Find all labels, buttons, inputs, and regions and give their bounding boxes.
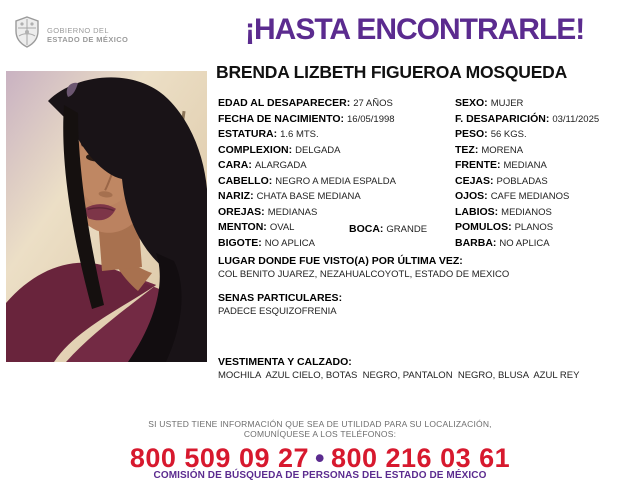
- detail-label: LABIOS:: [455, 205, 499, 218]
- section-value: PADECE ESQUIZOFRENIA: [218, 306, 337, 317]
- detail-row: [455, 187, 635, 203]
- detail-row: [455, 218, 635, 234]
- section-label: LUGAR DONDE FUE VISTO(A) POR ÚLTIMA VEZ:: [218, 255, 463, 267]
- section-particular-signs: [218, 292, 342, 317]
- detail-row: [455, 110, 635, 126]
- detail-row: [455, 94, 635, 110]
- detail-label: CARA:: [218, 159, 252, 171]
- government-logo: [14, 16, 128, 53]
- detail-row: [455, 125, 635, 141]
- detail-label: ESTATURA:: [218, 128, 278, 140]
- detail-label: SEXO:: [455, 97, 488, 109]
- contact-instructions-line2: COMUNÍQUESE A LOS TELÉFONOS:: [243, 429, 397, 439]
- detail-row: [218, 94, 453, 110]
- detail-label: BOCA:: [349, 223, 384, 235]
- detail-row: [218, 187, 453, 203]
- detail-row: [455, 172, 635, 188]
- section-label: VESTIMENTA Y CALZADO:: [218, 356, 352, 368]
- detail-value: PLANOS: [514, 222, 554, 233]
- details-right-column: [455, 94, 635, 249]
- detail-label: NARIZ:: [218, 190, 254, 202]
- commission-name: COMISIÓN DE BÚSQUEDA DE PERSONAS DEL ESTADO DE MÉXICO: [153, 470, 487, 480]
- detail-label: F. DESAPARICIÓN:: [455, 112, 550, 125]
- detail-value: 27 AÑOS: [353, 98, 393, 109]
- detail-value: 16/05/1998: [347, 113, 395, 125]
- contact-instructions: [0, 419, 640, 439]
- section-value: COL BENITO JUAREZ, NEZAHUALCOYOTL, ESTADO DE MEXICO: [218, 269, 510, 280]
- detail-value: MORENA: [481, 144, 524, 156]
- detail-label: COMPLEXION:: [218, 143, 293, 156]
- phone-separator-bullet: •: [315, 443, 325, 473]
- detail-row: [455, 203, 635, 219]
- detail-value: MEDIANAS: [267, 206, 318, 218]
- person-name: BRENDA LIZBETH FIGUEROA MOSQUEDA: [216, 62, 568, 82]
- detail-row-boca: [349, 219, 427, 237]
- phone-number-2: 800 216 03 61: [330, 443, 511, 473]
- detail-value: MUJER: [490, 98, 524, 109]
- detail-row: [218, 172, 453, 188]
- detail-row: [218, 125, 453, 141]
- detail-value: NEGRO A MEDIA ESPALDA: [275, 175, 396, 187]
- missing-person-photo: [6, 71, 207, 362]
- phone-number-1: 800 509 09 27: [129, 443, 310, 473]
- detail-value: 03/11/2025: [552, 113, 600, 125]
- detail-row: [455, 141, 635, 157]
- contact-instructions-line1: SI USTED TIENE INFORMACIÓN QUE SEA DE UTILIDAD PARA SU LOCALIZACIÓN,: [148, 419, 492, 429]
- details-left-column: [218, 94, 453, 249]
- detail-value: 1.6 MTS.: [280, 129, 319, 140]
- detail-label: BIGOTE:: [218, 236, 262, 249]
- detail-label: MENTON:: [218, 221, 267, 233]
- detail-row: [455, 156, 635, 172]
- detail-value: CAFE MEDIANOS: [490, 191, 570, 202]
- detail-label: BARBA:: [455, 236, 497, 249]
- detail-row: [218, 203, 453, 219]
- section-last-seen: [218, 255, 509, 280]
- logo-line2: ESTADO DE MÉXICO: [47, 34, 129, 44]
- logo-line1: GOBIERNO DEL: [47, 25, 109, 35]
- detail-label: POMULOS:: [455, 221, 512, 233]
- section-value: MOCHILA AZUL CIELO, BOTAS NEGRO, PANTALON NEGRO, BLUSA AZUL REY: [218, 370, 580, 381]
- detail-row: [218, 141, 453, 157]
- detail-label: PESO:: [455, 128, 488, 140]
- section-label: SENAS PARTICULARES:: [218, 292, 343, 304]
- detail-value: POBLADAS: [496, 175, 548, 187]
- detail-value: MEDIANOS: [501, 206, 552, 218]
- detail-row: [218, 110, 453, 126]
- detail-row: [218, 156, 453, 172]
- detail-label: FECHA DE NACIMIENTO:: [218, 112, 344, 125]
- poster-title: ¡HASTA ENCONTRARLE!: [245, 13, 585, 46]
- detail-label: FRENTE:: [455, 159, 501, 171]
- detail-value: NO APLICA: [499, 237, 550, 249]
- detail-label: CABELLO:: [218, 174, 273, 187]
- detail-label: CEJAS:: [455, 174, 494, 187]
- state-coat-of-arms-icon: [14, 16, 40, 53]
- detail-value: GRANDE: [386, 224, 428, 235]
- detail-label: EDAD AL DESAPARECER:: [218, 97, 351, 109]
- detail-row: [455, 234, 635, 250]
- section-clothing: [218, 356, 579, 381]
- detail-value: DELGADA: [295, 144, 341, 156]
- detail-label: TEZ:: [455, 143, 479, 156]
- logo-text: [47, 26, 128, 44]
- detail-value: CHATA BASE MEDIANA: [256, 191, 361, 202]
- detail-value: NO APLICA: [264, 237, 315, 249]
- detail-label: OREJAS:: [218, 205, 265, 218]
- detail-value: OVAL: [269, 222, 295, 233]
- detail-value: ALARGADA: [254, 160, 307, 171]
- detail-value: 56 KGS.: [490, 129, 527, 140]
- detail-value: MEDIANA: [503, 160, 547, 171]
- detail-label: OJOS:: [455, 190, 488, 202]
